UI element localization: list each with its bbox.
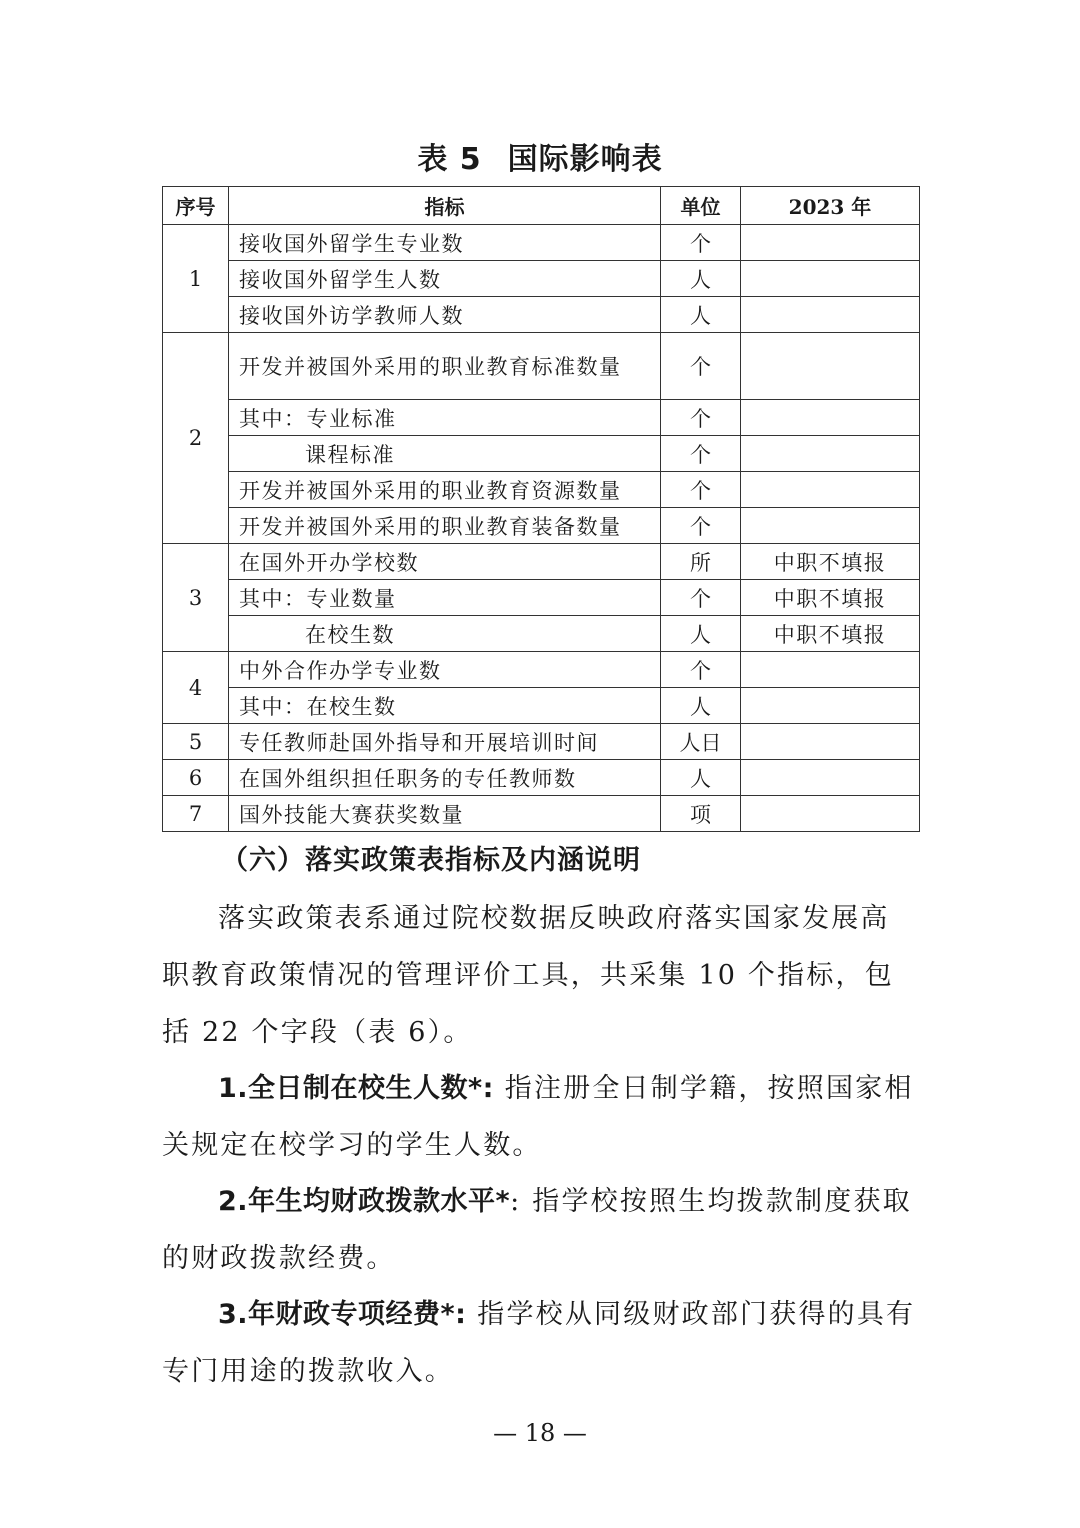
indicator-cell: 课程标准 — [229, 436, 661, 472]
indicator-cell: 中外合作办学专业数 — [229, 652, 661, 688]
unit-cell: 所 — [661, 544, 741, 580]
seq-cell: 3 — [163, 544, 229, 652]
seq-cell: 2 — [163, 333, 229, 544]
indicator-cell: 开发并被国外采用的职业教育资源数量 — [229, 472, 661, 508]
indicator-cell: 在校生数 — [229, 616, 661, 652]
unit-cell: 人 — [661, 261, 741, 297]
table-row — [163, 688, 920, 724]
unit-cell: 人 — [661, 616, 741, 652]
value-cell — [741, 688, 920, 724]
header-year: 2023 年 — [741, 187, 920, 225]
value-cell — [741, 261, 920, 297]
unit-cell: 个 — [661, 472, 741, 508]
page-number: — 18 — — [493, 1419, 587, 1447]
definition-paragraph — [162, 1060, 918, 1174]
section-heading: （六）落实政策表指标及内涵说明 — [221, 845, 641, 876]
table-row — [163, 261, 920, 297]
indicator-cell: 其中：专业数量 — [229, 580, 661, 616]
value-cell — [741, 724, 920, 760]
value-cell — [741, 400, 920, 436]
indicator-cell: 接收国外留学生人数 — [229, 261, 661, 297]
indicator-cell: 其中：在校生数 — [229, 688, 661, 724]
seq-cell: 1 — [163, 225, 229, 333]
seq-cell: 5 — [163, 724, 229, 760]
unit-cell: 人 — [661, 297, 741, 333]
definition-term: 2.年生均财政拨款水平* — [218, 1186, 511, 1217]
definition-paragraph — [162, 1173, 918, 1287]
value-cell — [741, 652, 920, 688]
table-row — [163, 616, 920, 652]
indicator-cell: 在国外组织担任职务的专任教师数 — [229, 760, 661, 796]
table-row — [163, 544, 920, 580]
indicator-cell: 在国外开办学校数 — [229, 544, 661, 580]
table-row — [163, 796, 920, 832]
unit-cell: 人日 — [661, 724, 741, 760]
indicator-cell: 接收国外访学教师人数 — [229, 297, 661, 333]
unit-cell: 个 — [661, 333, 741, 400]
unit-cell: 个 — [661, 508, 741, 544]
unit-cell: 个 — [661, 436, 741, 472]
table-title — [0, 138, 1080, 182]
indicator-cell: 接收国外留学生专业数 — [229, 225, 661, 261]
value-cell — [741, 508, 920, 544]
intro-paragraph: 落实政策表系通过院校数据反映政府落实国家发展高职教育政策情况的管理评价工具，共采集 10 个指标，包括 22 个字段（表 6）。 — [162, 903, 894, 1048]
value-cell — [741, 760, 920, 796]
table-row — [163, 436, 920, 472]
seq-cell: 6 — [163, 760, 229, 796]
table-row — [163, 724, 920, 760]
table-header-row — [163, 187, 920, 225]
value-cell — [741, 333, 920, 400]
table-row — [163, 225, 920, 261]
table-row — [163, 400, 920, 436]
unit-cell: 人 — [661, 760, 741, 796]
definition-paragraph — [162, 1286, 918, 1400]
value-cell — [741, 297, 920, 333]
indicator-cell: 国外技能大赛获奖数量 — [229, 796, 661, 832]
table-row — [163, 580, 920, 616]
table-row — [163, 652, 920, 688]
unit-cell: 个 — [661, 400, 741, 436]
header-seq: 序号 — [163, 187, 229, 225]
unit-cell: 个 — [661, 225, 741, 261]
table-row — [163, 472, 920, 508]
header-unit: 单位 — [661, 187, 741, 225]
definition-text: 指学校从同级财政部门获得的具有专门用途的拨款收入。 — [162, 1299, 916, 1387]
value-cell — [741, 796, 920, 832]
indicator-cell: 专任教师赴国外指导和开展培训时间 — [229, 724, 661, 760]
definition-text: 指注册全日制学籍，按照国家相关规定在校学习的学生人数。 — [162, 1073, 914, 1161]
unit-cell: 项 — [661, 796, 741, 832]
value-cell — [741, 225, 920, 261]
indicator-cell: 其中：专业标准 — [229, 400, 661, 436]
unit-cell: 个 — [661, 652, 741, 688]
table-row — [163, 333, 920, 400]
unit-cell: 个 — [661, 580, 741, 616]
seq-cell: 7 — [163, 796, 229, 832]
table-title-name: 国际影响表 — [507, 142, 663, 177]
value-cell — [741, 472, 920, 508]
indicator-cell: 开发并被国外采用的职业教育标准数量 — [229, 333, 661, 400]
value-cell — [741, 436, 920, 472]
definition-text: : 指学校按照生均拨款制度获取的财政拨款经费。 — [162, 1186, 912, 1274]
table-row — [163, 508, 920, 544]
table-title-label: 表 5 — [417, 142, 482, 177]
header-indicator: 指标 — [229, 187, 661, 225]
definition-term: 3.年财政专项经费*: — [218, 1299, 467, 1330]
value-cell: 中职不填报 — [741, 580, 920, 616]
table-row — [163, 760, 920, 796]
international-influence-table — [162, 186, 920, 832]
indicator-cell: 开发并被国外采用的职业教育装备数量 — [229, 508, 661, 544]
value-cell: 中职不填报 — [741, 544, 920, 580]
table-row — [163, 297, 920, 333]
unit-cell: 人 — [661, 688, 741, 724]
definition-term: 1.全日制在校生人数*: — [218, 1073, 494, 1104]
seq-cell: 4 — [163, 652, 229, 724]
value-cell: 中职不填报 — [741, 616, 920, 652]
